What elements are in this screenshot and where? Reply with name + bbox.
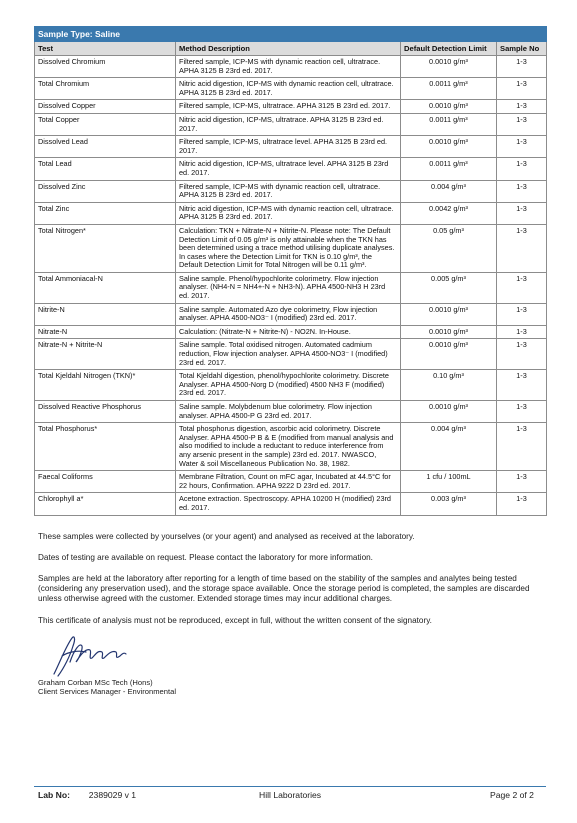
table-row	[35, 370, 547, 401]
test-cell: Total Nitrogen*	[35, 224, 176, 272]
methods-table	[34, 26, 547, 516]
test-cell: Chlorophyll a*	[35, 493, 176, 515]
limit-cell: 0.004 g/m³	[401, 180, 497, 202]
table-row	[35, 158, 547, 180]
sample-cell: 1-3	[497, 78, 547, 100]
sample-cell: 1-3	[497, 325, 547, 339]
limit-cell: 0.0011 g/m³	[401, 78, 497, 100]
table-row	[35, 224, 547, 272]
table-row	[35, 423, 547, 471]
col-header-test: Test	[35, 42, 176, 56]
table-body	[35, 56, 547, 516]
table-row	[35, 339, 547, 370]
test-cell: Dissolved Zinc	[35, 180, 176, 202]
sample-cell: 1-3	[497, 272, 547, 303]
method-cell: Filtered sample, ICP-MS, ultratrace level. APHA 3125 B 23rd ed. 2017.	[176, 136, 401, 158]
test-cell: Total Chromium	[35, 78, 176, 100]
limit-cell: 0.0010 g/m³	[401, 401, 497, 423]
table-title-row	[35, 27, 547, 42]
sample-cell: 1-3	[497, 423, 547, 471]
method-cell: Acetone extraction. Spectroscopy. APHA 10200 H (modified) 23rd ed. 2017.	[176, 493, 401, 515]
note-reproduction: This certificate of analysis must not be reproduced, except in full, without the written consent of the signatory.	[38, 616, 432, 625]
sample-cell: 1-3	[497, 303, 547, 325]
method-cell: Total Kjeldahl digestion, phenol/hypochlorite colorimetry. Discrete Analyser. APHA 4500-Norg D (modified) 4500 NH3 F (modified) 23rd ed. 2017.	[176, 370, 401, 401]
signatory-block	[38, 678, 176, 697]
limit-cell: 0.0010 g/m³	[401, 56, 497, 78]
limit-cell: 0.0010 g/m³	[401, 100, 497, 114]
limit-cell: 0.0010 g/m³	[401, 339, 497, 370]
table-row	[35, 78, 547, 100]
note-dates: Dates of testing are available on request. Please contact the laboratory for more information.	[38, 553, 373, 562]
sample-cell: 1-3	[497, 493, 547, 515]
method-cell: Nitric acid digestion, ICP-MS, ultratrace. APHA 3125 B 23rd ed. 2017.	[176, 113, 401, 135]
sample-cell: 1-3	[497, 113, 547, 135]
limit-cell: 0.004 g/m³	[401, 423, 497, 471]
test-cell: Dissolved Reactive Phosphorus	[35, 401, 176, 423]
table-row	[35, 325, 547, 339]
limit-cell: 0.0042 g/m³	[401, 202, 497, 224]
method-cell: Total phosphorus digestion, ascorbic acid colorimetry. Discrete Analyser. APHA 4500-P B & E (modified from manual analysis and also modified to include a reductant to reduce interference from any arsenic present in the sample) 23rd ed. 2017. NWASCO, Water & soil Miscellaneous Publication No. 38, 1982.	[176, 423, 401, 471]
limit-cell: 0.10 g/m³	[401, 370, 497, 401]
method-table-section	[34, 26, 546, 516]
footer-divider	[34, 786, 546, 787]
note-collection: These samples were collected by yourselves (or your agent) and analysed as received at the laboratory.	[38, 532, 415, 541]
test-cell: Total Phosphorus*	[35, 423, 176, 471]
method-cell: Saline sample. Phenol/hypochlorite colorimetry. Flow injection analyser. (NH4-N = NH4+-N + NH3-N). APHA 4500-NH3 H 23rd ed. 2017.	[176, 272, 401, 303]
col-header-sample: Sample No	[497, 42, 547, 56]
test-cell: Total Copper	[35, 113, 176, 135]
test-cell: Nitrate-N	[35, 325, 176, 339]
sample-cell: 1-3	[497, 224, 547, 272]
method-cell: Filtered sample, ICP-MS with dynamic reaction cell, ultratrace. APHA 3125 B 23rd ed. 2017.	[176, 56, 401, 78]
test-cell: Total Zinc	[35, 202, 176, 224]
table-row	[35, 113, 547, 135]
table-row	[35, 100, 547, 114]
limit-cell: 0.0010 g/m³	[401, 303, 497, 325]
limit-cell: 0.05 g/m³	[401, 224, 497, 272]
method-cell: Membrane Filtration, Count on mFC agar, Incubated at 44.5°C for 22 hours, Confirmation. APHA 9222 D 23rd ed. 2017.	[176, 471, 401, 493]
sample-cell: 1-3	[497, 202, 547, 224]
table-row	[35, 272, 547, 303]
method-cell: Calculation: (Nitrate-N + Nitrite-N) - NO2N. In-House.	[176, 325, 401, 339]
footer-page-number: Page 2 of 2	[490, 790, 534, 800]
table-row	[35, 493, 547, 515]
sample-cell: 1-3	[497, 370, 547, 401]
test-cell: Dissolved Chromium	[35, 56, 176, 78]
method-cell: Filtered sample, ICP-MS with dynamic reaction cell, ultratrace. APHA 3125 B 23rd ed. 2017.	[176, 180, 401, 202]
method-cell: Saline sample. Automated Azo dye colorimetry, Flow injection analyser. APHA 4500-NO3⁻ I (modified) 23rd ed. 2017.	[176, 303, 401, 325]
method-cell: Filtered sample, ICP-MS, ultratrace. APHA 3125 B 23rd ed. 2017.	[176, 100, 401, 114]
footer-lab-no	[38, 790, 136, 800]
table-row	[35, 471, 547, 493]
sample-cell: 1-3	[497, 180, 547, 202]
method-cell: Nitric acid digestion, ICP-MS, ultratrace level. APHA 3125 B 23rd ed. 2017.	[176, 158, 401, 180]
method-cell: Saline sample. Molybdenum blue colorimetry. Flow injection analyser. APHA 4500-P G 23rd ed. 2017.	[176, 401, 401, 423]
test-cell: Total Lead	[35, 158, 176, 180]
sample-cell: 1-3	[497, 471, 547, 493]
sample-cell: 1-3	[497, 136, 547, 158]
table-row	[35, 56, 547, 78]
method-cell: Saline sample. Total oxidised nitrogen. Automated cadmium reduction, Flow injection analyser. APHA 4500-NO3⁻ I (modified) 23rd ed. 2017.	[176, 339, 401, 370]
sample-cell: 1-3	[497, 158, 547, 180]
test-cell: Nitrate-N + Nitrite-N	[35, 339, 176, 370]
test-cell: Total Kjeldahl Nitrogen (TKN)*	[35, 370, 176, 401]
table-row	[35, 136, 547, 158]
sample-cell: 1-3	[497, 100, 547, 114]
limit-cell: 0.0011 g/m³	[401, 158, 497, 180]
limit-cell: 0.0011 g/m³	[401, 113, 497, 135]
limit-cell: 0.005 g/m³	[401, 272, 497, 303]
limit-cell: 0.0010 g/m³	[401, 136, 497, 158]
test-cell: Dissolved Copper	[35, 100, 176, 114]
footer-company: Hill Laboratories	[259, 790, 322, 800]
limit-cell: 0.003 g/m³	[401, 493, 497, 515]
method-cell: Nitric acid digestion, ICP-MS with dynamic reaction cell, ultratrace. APHA 3125 B 23rd ed. 2017.	[176, 202, 401, 224]
lab-no-label: Lab No:	[38, 790, 70, 800]
test-cell: Nitrite-N	[35, 303, 176, 325]
table-row	[35, 180, 547, 202]
col-header-limit: Default Detection Limit	[401, 42, 497, 56]
method-cell: Nitric acid digestion, ICP-MS with dynamic reaction cell, ultratrace. APHA 3125 B 23rd ed. 2017.	[176, 78, 401, 100]
test-cell: Dissolved Lead	[35, 136, 176, 158]
test-cell: Total Ammoniacal-N	[35, 272, 176, 303]
signatory-name: Graham Corban MSc Tech (Hons)	[38, 678, 153, 687]
test-cell: Faecal Coliforms	[35, 471, 176, 493]
limit-cell: 1 cfu / 100mL	[401, 471, 497, 493]
sample-cell: 1-3	[497, 339, 547, 370]
method-cell: Calculation: TKN + Nitrate-N + Nitrite-N. Please note: The Default Detection Limit of 0.05 g/m³ is only attainable when the TKN has been determined using a trace method utilising duplicate analyses. In cases where the Detection Limit for TKN is 0.10 g/m³, the Default Detection Limit for Total Nitrogen will be 0.11 g/m³.	[176, 224, 401, 272]
table-header-row	[35, 42, 547, 56]
signatory-role: Client Services Manager - Environmental	[38, 687, 177, 697]
table-row	[35, 303, 547, 325]
table-row	[35, 401, 547, 423]
lab-no-value: 2389029 v 1	[88, 790, 137, 800]
table-row	[35, 202, 547, 224]
sample-cell: 1-3	[497, 56, 547, 78]
sample-cell: 1-3	[497, 401, 547, 423]
sample-type-title: Sample Type: Saline	[35, 27, 547, 42]
limit-cell: 0.0010 g/m³	[401, 325, 497, 339]
note-storage: Samples are held at the laboratory after reporting for a length of time based on the stability of the samples and analytes being tested (considering any preservation used), and the storage space available. Once the storage period is completed, the samples are discarded unless otherwise agreed with the customer. Extended storage times may incur additional charges.	[38, 574, 530, 603]
signature-image	[48, 632, 130, 680]
col-header-method: Method Description	[176, 42, 401, 56]
